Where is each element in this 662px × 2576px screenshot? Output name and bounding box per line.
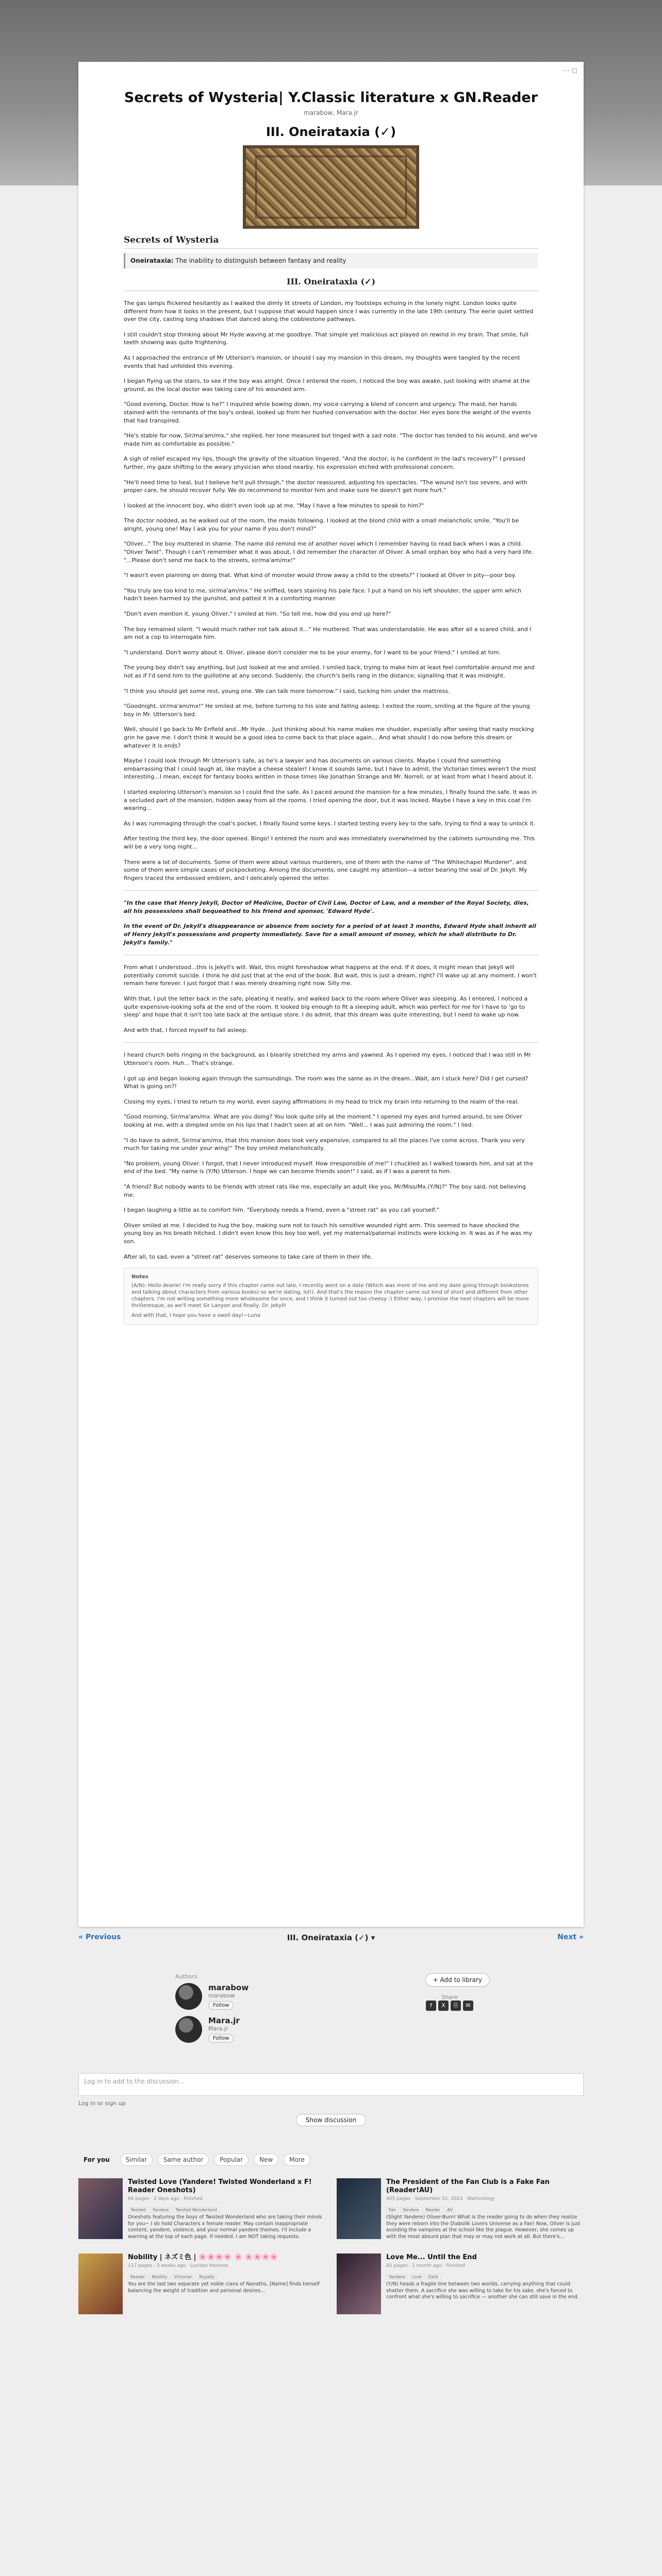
rec-description: (Slight Yandere) Oliver-Burn! What is the reader going to do when they realize they were reborn into the Diabolik Lovers Universe as a Fan! Now, Oliver is just avoiding the vampires at the school like the plague. However, she comes up with the most absurd plan that may or may not work at all. But there's... (386, 2214, 581, 2240)
add-to-library-button[interactable]: + Add to library (425, 1973, 490, 1987)
recommendation-card[interactable] (78, 2178, 325, 2240)
paragraph: Maybe I could look through Mr Utterson's safe, as he's a lawyer and has documents on various clients. Maybe I could find something embarrassing that I could laugh at, like maybe a cheese stealer! I know it sounds lame, but I have to admit, the Victorian times weren't the most interesting...I mean, except for fantasy books written in those times like Jonathan Strange and Mr. Norrell, or at least from what I heard about it. (124, 757, 536, 781)
tag[interactable]: Twisted (128, 2207, 148, 2213)
card-menu-icon[interactable]: ⋯ ◻ (563, 67, 577, 75)
tag[interactable]: Victorian (172, 2274, 195, 2280)
paragraph: With that, I put the letter back in the safe, pleating it neatly, and walked back to the room where Oliver was sleeping. As I entered, I noticed a quite expensive-looking sofa at the end of the room. It looked big enough to fit a sleeping adult, which was perfect for me for I have to 'go to sleep' and hope that it isn't too late back at the antique store. I do admit, that this dream was quite interesting, but I need to wake up now. (124, 995, 528, 1019)
tag[interactable]: Yandere (400, 2207, 422, 2213)
paragraph: I began flying up the stairs, to see if the boy was alright. Once I entered the room, I noticed the boy was awake, just looking with shame at the ground, as the local doctor was taking care of his wounded arm. (124, 378, 530, 393)
tab-for-you[interactable]: For you (84, 2156, 110, 2163)
paragraph: Oliver smiled at me. I decided to hug the boy, making sure not to touch his sensitive wounded right arm. This seemed to have shocked the young boy as his breath hitched. I didn't even know this boy too well, yet my maternal/paternal instincts were kicking in. It was as if he was my son. (124, 1222, 533, 1245)
paragraph: From what I understood...this is Jekyll's will. Wait, this might foreshadow what happens at the end. If it does, it might mean that Jekyll will potentially commit suicide. I think he did just that at the end of the book. But wait, this is just a dream, right? I'll wake up at any moment. I won't remain here forever. I just forgot that I was merely dreaming right now. Silly me. (124, 964, 537, 987)
recommendation-tabs (78, 2154, 584, 2166)
rec-tags (386, 2204, 584, 2214)
tag[interactable]: Twisted Wonderland (173, 2207, 219, 2213)
paragraph: I started exploring Utterson's mansion so I could find the safe. As I paced around the mansion for a few minutes, I finally found the safe. It was in a secluded part of the mansion, hidden away from all the rooms. I tried opening the door, but it was locked. Maybe I have a key in this coat I'm wearing... (124, 788, 537, 812)
show-discussion-button[interactable]: Show discussion (296, 2114, 366, 2126)
paragraph: "I wasn't even planning on doing that. What kind of monster would throw away a child to the streets?" I looked at Oliver in pity—poor boy. (124, 572, 517, 579)
paragraph: "No problem, young Oliver. I forgot, that I never introduced myself. How irresponsible of me!" I chuckled as I walked towards him, and sat at the end of the bed. "My name is (Y/N) Utterson. I hope we can become friends soon!" I said, as if I was a parent to him. (124, 1160, 534, 1175)
book-cover[interactable] (337, 2178, 381, 2239)
tag[interactable]: Fan (386, 2207, 399, 2213)
definition-text: The inability to distinguish between fantasy and reality (175, 257, 346, 264)
recommendation-card[interactable] (78, 2253, 325, 2314)
rec-description: (Y/N) heads a fragile line between two worlds, carrying anything that could shatter them. A sacrifice she was willing to take for his sake, she's forced to confront what she's willing to sacrifice — another she can still save in the end. (386, 2281, 579, 2300)
avatar[interactable] (175, 2016, 202, 2043)
share-label: Share (441, 1994, 458, 2001)
chapter-subtitle: III. Oneirataxia (✓) (286, 277, 376, 286)
rec-description: Oneshots featuring the boys of Twisted Wonderland who are taking their minds for you~ I do hold Characters x female reader. May contain inappropriate content, yandere, violence, and your normal yandere themes. I'll include a warning at the top of each page. If needed. I am NOT taking requests. (128, 2214, 322, 2240)
definition-term: Oneirataxia: (130, 257, 174, 264)
paragraph: "Don't even mention it, young Oliver," I smiled at him. "So tell me, how did you end up here?" (124, 611, 391, 618)
chapter-banner-image (243, 145, 419, 229)
author-name[interactable]: marabow (208, 1983, 249, 1992)
section-title: Secrets of Wysteria (124, 235, 538, 249)
paragraph: I heard church bells ringing in the background, as I blearily stretched my arms and yawned. As I opened my eyes, I noticed that I was still in Mr Utterson's room. Huh... That's strange. (124, 1052, 532, 1066)
rec-tags (128, 2204, 325, 2214)
rec-meta: 64 pages · 2 days ago · Finished (128, 2196, 203, 2201)
paragraph: "Good evening, Doctor. How is he?" I inquired while bowing down, my voice carrying a blend of concern and urgency. The maid, her hands stained with the remnants of the boy's ordeal, looked up from her hushed conversation with the doctor. Her eyes bore the weight of the events that had transpired. (124, 401, 531, 424)
paragraph: I got up and began looking again through the surroundings. The room was the same as in the dream...Wait, am I stuck here? Did I get cursed? What is going on?! (124, 1075, 528, 1090)
page-author[interactable]: marabow, Mara.jr (304, 109, 358, 116)
book-cover[interactable] (78, 2253, 123, 2314)
quote-paragraph: "In the case that Henry Jekyll, Doctor of Medicine, Doctor of Civil Law, Doctor of Law, and a member of the Royal Society, dies, all his possessions shall bequeathed to his friend and sponsor, 'Edward Hyde'. (124, 900, 529, 914)
tab-same-author[interactable]: Same author (158, 2154, 209, 2166)
book-cover[interactable] (78, 2178, 123, 2239)
paragraph: After testing the third key, the door opened. Bingo! I entered the room and was immediately overwhelmed by the cabinets surrounding me. This will be a very long night... (124, 835, 535, 850)
chapter-body (124, 299, 538, 1325)
link-icon[interactable]: ⎘ (451, 2001, 461, 2011)
paragraph: I looked at the innocent boy, who didn't even look up at me. "May I have a few minutes to speak to him?" (124, 502, 424, 509)
quote-paragraph: In the event of Dr. Jekyll's disappearance or absence from society for a period of at least 3 months, Edward Hyde shall inherit all of Henry Jekyll's possessions and property immediately. Save for a small amount of money, which he shall distribute to Dr. Jekyll's family." (124, 923, 536, 946)
x-twitter-icon[interactable]: X (438, 2001, 449, 2011)
paragraph: "I do have to admit, Sir/ma'am/mx, that this mansion does look very expensive, compared to all the places I've come across. Thank you very much for taking me under your wing!" The boy smiled melancholically. (124, 1137, 525, 1152)
rec-title[interactable]: The President of the Fan Club is a Fake Fan (Reader!AU) (386, 2178, 550, 2194)
paragraph: The young boy didn't say anything, but just looked at me and smiled. I smiled back, trying to make him at least feel comfortable around me and not as if I'd send him to the guillotine at any second. Suddenly, the church's bells rang in the distance, signalling that it was midnight. (124, 664, 535, 679)
rec-meta: 42 pages · 1 month ago · Finished (386, 2263, 465, 2268)
next-chapter-link[interactable]: Next » (557, 1933, 584, 1941)
paragraph: A sigh of relief escaped my lips, though the gravity of the situation lingered. "And the doctor, is he confident in the lad's recovery?" I pressed further, my gaze shifting to the weary physician who stood nearby, his expression etched with professional concern. (124, 455, 525, 470)
paragraph: "He's stable for now, Sir/ma'am/mx," she replied, her tone measured but tinged with a sad note. "The doctor has tended to his wound, and we've made him as comfortable as possible." (124, 432, 538, 447)
tag[interactable]: AU (444, 2207, 455, 2213)
notes-text: (A/N): Hello dearie! I'm really sorry if this chapter came out late, I recently went on a date (Which was more of me and my date going through bookstores and talking about characters from various books) so we're dating, lol!). And that's the reason the chapter came out kind of short and different from other chapters. I'm not writing something more wholesome for once, and I think it turned out too cheesy :) Either way, I promise the next chapters will be more thrilleresque, as we'll meet Sir Lanyon and finally, Dr. Jekyll! (131, 1283, 529, 1309)
author-row (175, 2016, 490, 2043)
discussion-input[interactable]: Log in to add to the discussion... (78, 2073, 584, 2096)
book-cover[interactable] (337, 2253, 381, 2314)
tab-popular[interactable]: Popular (214, 2154, 249, 2166)
author-name[interactable]: Mara.jr (208, 2016, 240, 2025)
tag[interactable]: Yandere (386, 2274, 408, 2280)
recommendation-card[interactable] (337, 2253, 584, 2314)
previous-chapter-link[interactable]: « Previous (78, 1933, 121, 1941)
chapter-heading: III. Oneirataxia (✓) (266, 125, 396, 139)
rec-description: You are the last two separate yet noble clans of Nanaths, [Name] finds herself balancing the weight of tradition and personal desires... (128, 2281, 320, 2294)
rec-meta: 117 pages · 3 weeks ago · Lucidas Honores (128, 2263, 228, 2268)
rec-title[interactable]: Nobility | ネズミ色 | 🌸🌸🌸🌸 🌸 🌸🌸🌸🌸 (128, 2253, 278, 2261)
divider (124, 890, 538, 891)
paragraph: "You truly are too kind to me, sir/ma'am/mx." He sniffled, tears staining his pale face. I put a hand on his left shoulder, the upper arm which hadn't been harmed by the gunshot, and patted it in a comforting manner. (124, 587, 522, 602)
follow-button[interactable]: Follow (208, 2001, 234, 2010)
rec-title[interactable]: Love Me... Until the End (386, 2253, 477, 2261)
page-title: Secrets of Wysteria| Y.Classic literature x GN.Reader (124, 90, 538, 106)
paragraph: As I approached the entrance of Mr Utterson's mansion, or should I say my mansion in this dream, my thoughts were tangled by the recent events that had unfolded this evening. (124, 354, 520, 369)
notes-signoff: And with that, I hope you have a swell day!~Luna (131, 1313, 260, 1319)
rec-tags (128, 2270, 325, 2281)
recommendation-card[interactable] (337, 2178, 584, 2240)
rec-title[interactable]: Twisted Love (Yandere! Twisted Wonderland x F! Reader Oneshots) (128, 2178, 312, 2194)
divider (124, 1042, 538, 1043)
login-link[interactable]: Log in or sign up (78, 2100, 126, 2107)
paragraph: I began laughing a little as to comfort him. "Everybody needs a friend, even a "street rat" as you call yourself." (124, 1207, 439, 1214)
authors-panel (175, 1973, 490, 2049)
tab-similar[interactable]: Similar (120, 2154, 153, 2166)
rec-tags (386, 2270, 584, 2281)
paragraph: I still couldn't stop thinking about Mr Hyde waving at me goodbye. That simple yet malicious act played on rewind in my brain. That smile, full teeth showing was quite frightening. (124, 331, 528, 346)
current-chapter-label[interactable]: III. Oneirataxia (✓) (287, 1933, 369, 1942)
paragraph: After all, to sad, even a "street rat" deserves someone to take care of them in their life. (124, 1253, 372, 1260)
paragraph: The boy remained silent. "I would much rather not talk about it..." He muttered. That was understandable. He was after all a scared child, and I am not a cop to interrogate him. (124, 625, 532, 641)
tag[interactable]: Dark (426, 2274, 441, 2280)
paragraph: "I understand. Don't worry about it. Oliver, please don't consider me to be your enemy, for I want to be your friend." I smiled at him. (124, 649, 501, 656)
author-notes (124, 1268, 538, 1325)
paragraph: "Oliver..." The boy muttered in shame. The name did remind me of another novel which I remember having to read back when I was a child. "Oliver Twist". Though I can't remember what it was about, I did remember the character of Oliver. A small orphan boy who had a very hard life. "...Please don't send me back to the streets, sir/ma'am/mx!" (124, 540, 534, 564)
discussion-section (78, 2073, 584, 2126)
notes-label: Notes (131, 1274, 148, 1280)
author-handle: Mara.jr (208, 2025, 228, 2032)
paragraph: And with that, I forced myself to fall asleep. (124, 1026, 248, 1033)
paragraph: As I was rummaging through the coat's pocket, I finally found some keys. I started testing every key to the safe, trying to find a way to unlock it. (124, 820, 536, 827)
tag[interactable]: Royalty (196, 2274, 217, 2280)
follow-button[interactable]: Follow (208, 2034, 234, 2043)
definition-box (124, 253, 538, 268)
authors-label: Authors (175, 1973, 197, 1980)
tag[interactable]: Nobility (149, 2274, 170, 2280)
paragraph: "Goodnight, sir/ma'am/mx!" He smiled at me, before turning to his side and falling asleep. I exited the room, smiling at the figure of the young boy in Mr. Utterson's bed. (124, 703, 530, 718)
avatar[interactable] (175, 1983, 202, 2010)
tag[interactable]: Love (409, 2274, 424, 2280)
paragraph: "He'll need time to heal, but I believe he'll pull through," the doctor reassured, adjusting his spectacles. "The wound isn't too severe, and with proper care, he should recover fully. We do recommend to monitor him and make sure he doesn't get more hurt." (124, 479, 527, 494)
recommendations-grid (78, 2178, 584, 2314)
tab-new[interactable]: New (254, 2154, 278, 2166)
chapter-select[interactable] (78, 1933, 584, 1942)
chevron-down-icon[interactable]: ▾ (371, 1933, 375, 1942)
paragraph: Well, should I go back to Mr Enfield and...Mr Hyde... Just thinking about his name makes me shudder, especially after seeing that nasty mocking grin he gave me. I don't think it would be a good idea to come back to that place again... And what should I do now before this dream or whatever it is ends? (124, 726, 534, 749)
tag[interactable]: Reader (128, 2274, 147, 2280)
paragraph: "I think you should get some rest, young one. We can talk more tomorrow." I said, tucking him under the mattress. (124, 687, 450, 694)
paragraph: "Good morning, Sir/ma'am/mx. What are you doing? You look quite silly at the moment." I opened my eyes and turned around, to see Oliver looking at me, with a dimpled smile on his lips that I hadn't seen at all on him. "Well... I was just admiring the room." I lied. (124, 1113, 522, 1128)
tab-more[interactable]: More (284, 2154, 310, 2166)
share-panel (425, 1994, 474, 2011)
facebook-icon[interactable]: f (426, 2001, 436, 2011)
author-handle: marabow (208, 1992, 235, 1999)
rec-meta: 405 pages · September 01, 2023 · Wattinology (386, 2196, 495, 2201)
paragraph: There were a lot of documents. Some of them were about various murderers, one of them with the name of "The Whitechapel Murderer", and some of them were simple cases of pickpocketing. Among the documents, one caught my attention—a letter bearing the seal of Dr. Jekyll. My fingers traced the embossed emblem, and I delicately opened the letter. (124, 858, 527, 882)
paragraph: The gas lamps flickered hesitantly as I walked the dimly lit streets of London, my footsteps echoing in the lonely night. London looks quite different from how it looks in the present, but I suppose that would happen since I was currently in the late 19th century. The eerie quiet settled over the city, casting long shadows that danced along the cobblestone pathways. (124, 300, 534, 323)
paragraph: Closing my eyes, I tried to return to my world, even saying affirmations in my head to trick my brain into returning to the realm of the real. (124, 1098, 519, 1105)
tag[interactable]: Reader (423, 2207, 443, 2213)
paragraph: The doctor nodded, as he walked out of the room, the maids following. I looked at the blond child with a small melancholic smile. "You'll be alright, young one! May I ask you for your name if you don't mind?" (124, 517, 519, 532)
chapter-card (78, 62, 584, 1927)
mail-icon[interactable]: ✉ (463, 2001, 473, 2011)
tag[interactable]: Yandere (150, 2207, 172, 2213)
paragraph: "A friend? But nobody wants to be friends with street rats like me, especially an adult like you, Mr/Miss/Mx.(Y/N)?" The boy said, not believing me. (124, 1183, 526, 1198)
